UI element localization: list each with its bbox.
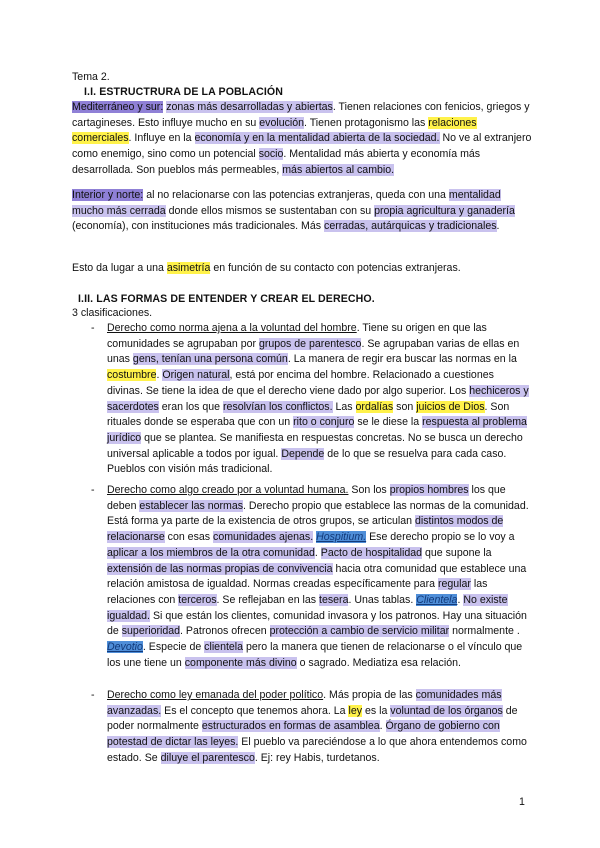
text-run: . Tienen relaciones con fenicios, griegos y cartagineses. Esto influye mucho en su — [72, 101, 530, 129]
highlighted-phrase: Interior y norte: — [72, 189, 144, 201]
highlighted-phrase: costumbre — [107, 369, 157, 382]
highlighted-phrase: propios hombres — [389, 484, 469, 496]
highlighted-phrase: Depende — [281, 447, 325, 460]
text-run: (economía), con instituciones más tradicionales. Más — [72, 220, 325, 233]
highlighted-phrase: asimetría — [166, 262, 211, 274]
highlighted-phrase: más abiertos al cambio. — [282, 163, 395, 176]
text-run: . Se reflejaban en las — [216, 593, 320, 606]
bullet-dash: - — [91, 322, 95, 334]
text-run: . — [379, 720, 386, 733]
text-run: . Influye en la — [128, 132, 195, 145]
text-run: en función de su contacto con potencias extranjeras. — [210, 262, 461, 274]
text-run: los que deben — [107, 484, 506, 512]
highlighted-phrase: superioridad — [121, 625, 181, 638]
text-run: que supone la — [422, 546, 492, 559]
highlighted-phrase: clientela — [204, 641, 244, 654]
highlighted-phrase: relaciones comerciales — [72, 116, 477, 145]
text-run: . Se agrupaban varias de ellas en unas — [107, 337, 520, 366]
highlighted-phrase: Devotio — [107, 641, 143, 654]
highlighted-phrase: aplicar a los miembros de la otra comunidad — [107, 546, 315, 559]
text-run: son — [393, 400, 417, 413]
heading-estructura: I.I. ESTRUCTRURA DE LA POBLACIÓN — [84, 86, 283, 98]
highlighted-phrase: gens, tenían una persona común — [132, 353, 288, 366]
text-run: donde ellos mismos se sustentaban con su — [165, 204, 375, 217]
paragraph-mediterraneo — [72, 100, 532, 179]
list-item-derecho-ley — [107, 688, 532, 767]
highlighted-phrase: economía y en la mentalidad abierta de la sociedad. — [194, 132, 440, 145]
list-item-derecho-ajeno — [107, 321, 532, 478]
bullet-dash: - — [91, 689, 95, 701]
text-run: las relaciones con — [107, 578, 488, 606]
text-run: . — [314, 546, 321, 559]
text-run: . Tiene su origen en que las comunidades se agrupaban por — [107, 322, 487, 350]
highlighted-phrase: rito o conjuro — [293, 416, 355, 429]
highlighted-phrase: tesera — [319, 593, 349, 606]
highlighted-phrase: terceros — [178, 593, 217, 606]
text-run: . Mentalidad más abierta y economía más desarrollada. Son pueblos más permeables, — [72, 148, 481, 176]
text-run: de lo que se resuelva para cada caso. Pueblos con visión más tradicional. — [107, 447, 507, 476]
highlighted-phrase: respuesta al problema jurídico — [107, 416, 527, 444]
highlighted-phrase: zonas más desarrolladas y abiertas — [166, 101, 333, 113]
highlighted-phrase: distintos modos de relacionarse — [107, 515, 504, 544]
highlighted-phrase: cerradas, autárquicas y tradicionales — [324, 220, 497, 233]
highlighted-phrase: ordalías — [355, 400, 394, 413]
text-run: al no relacionarse con las potencias extranjeras, queda con una — [143, 189, 449, 201]
text-run: . La manera de regir era buscar las normas en la — [287, 353, 517, 366]
highlighted-phrase: evolución — [259, 116, 305, 129]
highlighted-phrase: Pacto de hospitalidad — [320, 546, 423, 559]
text-run: . Más propia de las — [323, 689, 416, 701]
highlighted-phrase: Origen natural — [162, 369, 230, 382]
clasificaciones-text: 3 clasificaciones. — [72, 307, 153, 319]
underlined-phrase: Derecho como norma ajena a la voluntad del hombre — [107, 322, 357, 334]
highlighted-phrase: protección a cambio de servicio militar — [269, 625, 450, 638]
highlighted-phrase: hechiceros y sacerdotes — [107, 384, 529, 413]
highlighted-phrase: mentalidad mucho más cerrada — [72, 189, 501, 217]
doc-tema: Tema 2. — [72, 71, 110, 83]
text-run: . Unas tablas. — [348, 593, 417, 606]
text-run: Es el concepto que tenemos ahora. La — [161, 704, 349, 717]
text-run: . — [496, 220, 500, 233]
underlined-phrase: Derecho como algo creado por a voluntad humana. — [107, 484, 349, 496]
text-run: hacia otra comunidad que establece una relación amistosa de igualdad. Normas creadas específicamente para — [107, 562, 527, 591]
highlighted-phrase: propia agricultura y ganadería — [374, 204, 515, 217]
paragraph-interior — [72, 188, 532, 235]
text-run: con esas — [164, 531, 214, 544]
text-run: . — [457, 593, 464, 606]
highlighted-phrase: comunidades ajenas. — [213, 531, 314, 544]
text-run: No ve al extranjero como enemigo, sino como un potencial — [72, 132, 532, 161]
text-run: . Son rituales donde se esperaba que con un — [107, 400, 510, 429]
highlighted-phrase: estructurados en formas de asamblea — [201, 720, 380, 733]
text-run: Esto da lugar a una — [72, 262, 167, 274]
text-run: Si que están los clientes, comunidad invasora y los patronos. Hay una situación de — [107, 609, 527, 638]
list-item-derecho-humano — [107, 483, 532, 671]
text-run: . Patronos ofrecen — [180, 625, 270, 638]
highlighted-phrase: Clientela — [416, 593, 458, 606]
highlighted-phrase: Mediterráneo y sur: — [72, 101, 164, 113]
highlighted-phrase: Hospitium. — [316, 531, 367, 544]
text-run: que se plantea. Se manifiesta en respuestas concretas. No se busca un derecho universal aplicable a todos por igual. — [107, 431, 523, 460]
text-run: . Especie de — [142, 641, 205, 654]
underlined-phrase: Derecho como ley emanada del poder político — [107, 689, 324, 701]
text-run: Ese derecho propio se lo voy a — [366, 531, 515, 544]
highlighted-phrase: grupos de parentesco — [258, 337, 362, 350]
text-run: , está por encima del hombre. Relacionado a cuestiones divinas. Se tiene la idea de que el derecho viene dado por algo superior. Los — [107, 369, 494, 397]
text-run: . — [156, 369, 163, 382]
highlighted-phrase: establecer las normas — [139, 499, 244, 512]
text-run: es la — [362, 704, 391, 717]
paragraph-asimetria — [72, 261, 532, 277]
highlighted-phrase: Órgano de gobierno con potestad de dictar las leyes. — [107, 720, 500, 749]
text-run: pero la manera que tienen de relacionarse o el vínculo que los une tiene un — [107, 641, 523, 669]
text-run: Son los — [348, 484, 390, 496]
highlighted-phrase: socio — [258, 148, 284, 161]
highlighted-phrase: No existe igualdad. — [107, 593, 508, 622]
text-run: Las — [332, 400, 356, 413]
highlighted-phrase: regular — [437, 578, 471, 591]
text-run: o sagrado. Mediatiza esa relación. — [296, 656, 461, 669]
highlighted-phrase: diluye el parentesco — [160, 751, 255, 764]
highlighted-phrase: resolvían los conflictos. — [223, 400, 333, 413]
highlighted-phrase: extensión de las normas propias de convivencia — [107, 562, 333, 575]
highlighted-phrase: comunidades más avanzadas. — [107, 689, 502, 717]
highlighted-phrase: juicios de Dios — [416, 400, 485, 413]
text-run: normalmente . — [449, 625, 520, 638]
text-run: . Tienen protagonismo las — [304, 116, 429, 129]
text-run: de poder normalmente — [107, 704, 518, 733]
text-run: se le diese la — [354, 416, 423, 429]
highlighted-phrase: ley — [348, 704, 363, 717]
highlighted-phrase: componente más divino — [184, 656, 297, 669]
bullet-dash: - — [91, 484, 95, 496]
highlighted-phrase: voluntad de los órganos — [390, 704, 503, 717]
text-run: El pueblo va pareciéndose a lo que ahora entendemos como estado. Se — [107, 736, 527, 764]
text-run: . Ej: rey Habis, turdetanos. — [254, 751, 380, 764]
text-run: eran los que — [158, 400, 224, 413]
heading-formas-derecho: I.II. LAS FORMAS DE ENTENDER Y CREAR EL DERECHO. — [78, 293, 375, 305]
text-run: . Derecho propio que establece las normas de la comunidad. Está forma ya parte de la existencia de otros grupos, se articulan — [107, 499, 529, 528]
page-number: 1 — [519, 796, 525, 808]
